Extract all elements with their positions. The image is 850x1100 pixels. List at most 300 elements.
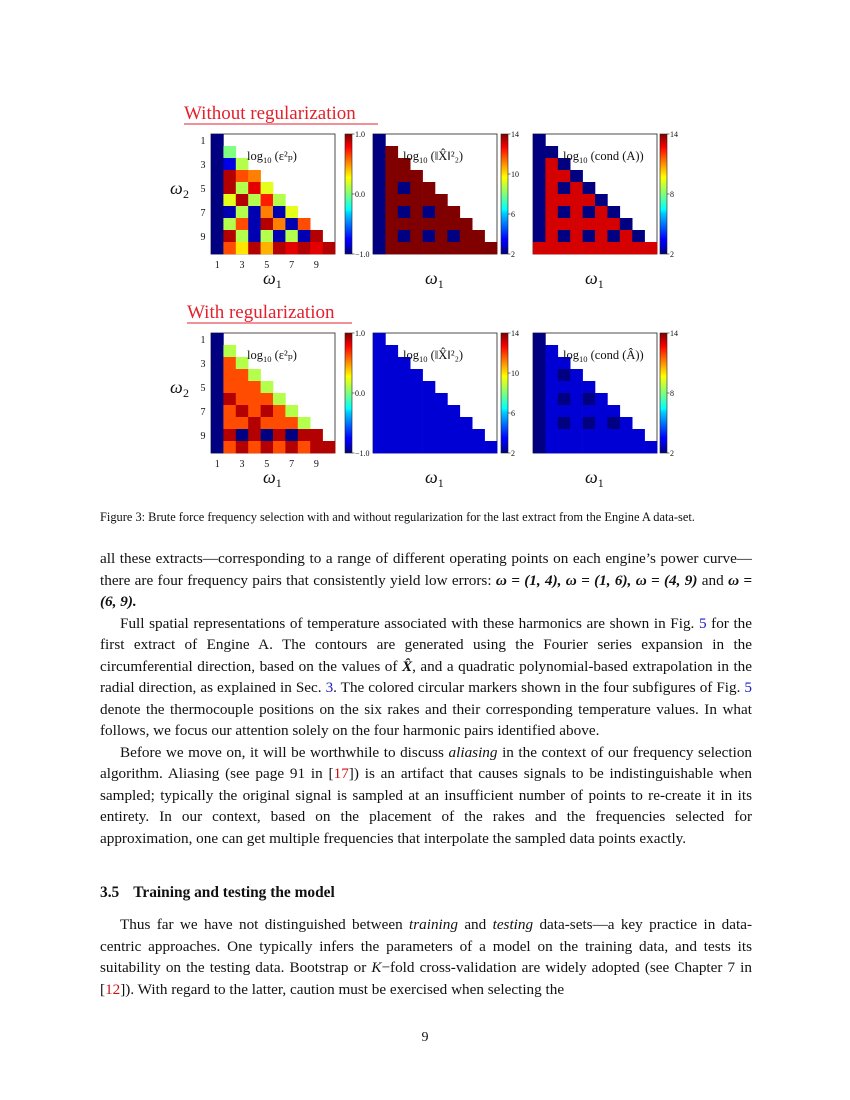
colorbar bbox=[501, 134, 508, 254]
heatmap-cell bbox=[261, 230, 274, 242]
heatmap-cell bbox=[435, 429, 448, 441]
heatmap-cell bbox=[248, 170, 261, 182]
colorbar-tick-label: 1.0 bbox=[355, 130, 365, 139]
heatmap-cell bbox=[261, 242, 274, 254]
heatmap-cell bbox=[558, 441, 571, 453]
heatmap-cell bbox=[545, 170, 558, 182]
heatmap-cell bbox=[211, 441, 224, 453]
heatmap-cell bbox=[410, 441, 423, 453]
heatmap-cell bbox=[236, 170, 249, 182]
heatmap-cell bbox=[223, 417, 236, 429]
colorbar-tick-label: 6 bbox=[511, 409, 515, 418]
heatmap-cell bbox=[248, 230, 261, 242]
heatmap-cell bbox=[398, 417, 411, 429]
heatmap-cell bbox=[285, 218, 298, 230]
heatmap-cell bbox=[236, 405, 249, 417]
section-heading: 3.5 Training and testing the model bbox=[100, 884, 335, 901]
heatmap-cell bbox=[472, 230, 485, 242]
heatmap-cell bbox=[595, 218, 608, 230]
heatmap-cell bbox=[310, 230, 323, 242]
heatmap-cell bbox=[223, 441, 236, 453]
heatmap-cell bbox=[447, 206, 460, 218]
heatmap-cell bbox=[373, 134, 386, 146]
heatmap-cell bbox=[211, 218, 224, 230]
heatmap-cell bbox=[583, 405, 596, 417]
heatmap-cell bbox=[298, 429, 311, 441]
citation-17-link[interactable]: 17 bbox=[333, 765, 349, 782]
panel-label-2-2: $\log_{10}$ (‖X̂‖²₂) bbox=[403, 348, 464, 364]
heatmap-cell bbox=[211, 242, 224, 254]
heatmap-cell bbox=[223, 369, 236, 381]
colorbar-tick-label: 2 bbox=[670, 449, 674, 458]
heatmap-cell bbox=[595, 194, 608, 206]
heatmap-cell bbox=[373, 345, 386, 357]
heatmap-cell bbox=[607, 230, 620, 242]
heatmap-cell bbox=[533, 441, 546, 453]
heatmap-cell bbox=[423, 218, 436, 230]
heatmap-cell bbox=[285, 441, 298, 453]
heatmap-cell bbox=[223, 182, 236, 194]
heatmap-cell bbox=[410, 381, 423, 393]
colorbar-tick-label: 8 bbox=[670, 190, 674, 199]
heatmap-cell bbox=[423, 242, 436, 254]
heatmap-cell bbox=[223, 170, 236, 182]
y-tick-label: 3 bbox=[200, 160, 206, 171]
heatmap-cell bbox=[583, 381, 596, 393]
heatmap-cell bbox=[211, 182, 224, 194]
heatmap-cell bbox=[533, 230, 546, 242]
heatmap-cell bbox=[398, 441, 411, 453]
colorbar-tick-label: 1.0 bbox=[355, 329, 365, 338]
heatmap-cell bbox=[261, 182, 274, 194]
heatmap-cell bbox=[236, 194, 249, 206]
heatmap-cell bbox=[261, 405, 274, 417]
heatmap-cell bbox=[223, 405, 236, 417]
heatmap-cell bbox=[595, 429, 608, 441]
x-tick-label: 5 bbox=[264, 459, 270, 470]
heatmap-cell bbox=[385, 230, 398, 242]
heatmap-cell bbox=[545, 146, 558, 158]
heatmap-cell bbox=[323, 242, 336, 254]
heatmap-cell bbox=[460, 230, 473, 242]
heatmap-cell bbox=[385, 170, 398, 182]
heatmap-cell bbox=[632, 230, 645, 242]
heatmap-cell bbox=[373, 333, 386, 345]
heatmap-cell bbox=[211, 333, 224, 345]
heatmap-cell bbox=[236, 242, 249, 254]
heatmap-cell bbox=[298, 441, 311, 453]
y-axis-label-1: ω bbox=[170, 178, 183, 198]
heatmap-cell bbox=[533, 417, 546, 429]
heatmap-cell bbox=[223, 345, 236, 357]
heatmap-cell bbox=[533, 369, 546, 381]
heatmap-cell bbox=[558, 429, 571, 441]
heatmap-cell bbox=[435, 218, 448, 230]
heatmap-cell bbox=[545, 182, 558, 194]
paragraph-1: all these extracts—corresponding to a range of different operating points on each engine’s power curve—there are four frequency pairs that consistently yield low errors: ω = (1, 4), ω = (1, 6), ω = (4, 9) and ω = (6, 9). bbox=[100, 550, 753, 610]
heatmap-cell bbox=[410, 417, 423, 429]
y-tick-label: 9 bbox=[200, 232, 206, 243]
heatmap-cell bbox=[545, 242, 558, 254]
heatmap-cell bbox=[211, 417, 224, 429]
heatmap-cell bbox=[385, 182, 398, 194]
heatmap-cell bbox=[385, 441, 398, 453]
panel-label-1-2: $\log_{10}$ (‖X̂‖²₂) bbox=[403, 149, 464, 165]
panel-label-1-3: $\log_{10}$ (cond (A)) bbox=[563, 149, 644, 165]
heatmap-cell bbox=[583, 182, 596, 194]
heatmap-cell bbox=[583, 206, 596, 218]
paragraph-3: Before we move on, it will be worthwhile to discuss aliasing in the context of our frequency selection algorithm. Aliasing (see page 91 in [17]) is an artifact that causes signals to be indistinguishable when sampled; typically the original signal is sampled at an insufficient number of points to re-create it in its entirety. In our context, based on the placement of the rakes and the frequencies selected for approximation, one can get multiple frequencies that interpolate the sampled data points exactly. bbox=[100, 743, 753, 847]
heatmap-cell bbox=[570, 369, 583, 381]
colorbar-tick-label: 8 bbox=[670, 389, 674, 398]
heatmap-cell bbox=[236, 218, 249, 230]
heatmap-cell bbox=[583, 417, 596, 429]
heatmap-cell bbox=[545, 345, 558, 357]
heatmap-cell bbox=[373, 441, 386, 453]
colorbar-tick-label: 14 bbox=[670, 329, 678, 338]
heatmap-cell bbox=[310, 429, 323, 441]
heatmap-cell bbox=[398, 194, 411, 206]
heatmap-cell bbox=[583, 194, 596, 206]
heatmap-cell bbox=[435, 405, 448, 417]
heatmap-cell bbox=[620, 218, 633, 230]
y-tick-label: 9 bbox=[200, 431, 206, 442]
heatmap-panel-1-1 bbox=[201, 130, 370, 291]
x-tick-label: 3 bbox=[239, 459, 245, 470]
heatmap-cell bbox=[435, 441, 448, 453]
heatmap-cell bbox=[373, 393, 386, 405]
heatmap-cell bbox=[570, 218, 583, 230]
heatmap-cell bbox=[410, 194, 423, 206]
heatmap-cell bbox=[398, 182, 411, 194]
heatmap-cell bbox=[273, 242, 286, 254]
heatmap-cell bbox=[435, 242, 448, 254]
heatmap-cell bbox=[460, 429, 473, 441]
heatmap-cell bbox=[398, 230, 411, 242]
heatmap-cell bbox=[223, 194, 236, 206]
panel-label-2-3: $\log_{10}$ (cond (Â)) bbox=[563, 348, 644, 364]
heatmap-cell bbox=[533, 333, 546, 345]
heatmap-cell bbox=[398, 405, 411, 417]
heatmap-cell bbox=[285, 405, 298, 417]
heatmap-cell bbox=[248, 441, 261, 453]
heatmap-cell bbox=[447, 417, 460, 429]
heatmap-cell bbox=[583, 218, 596, 230]
heatmap-cell bbox=[472, 429, 485, 441]
x-axis-label: $\omega_1$ bbox=[425, 467, 444, 490]
heatmap-panel-1-2 bbox=[373, 130, 519, 291]
heatmap-cell bbox=[285, 429, 298, 441]
heatmap-cell bbox=[423, 230, 436, 242]
body-text-block-2 bbox=[100, 914, 752, 1000]
heatmap-cell bbox=[273, 429, 286, 441]
heatmap-cell bbox=[410, 206, 423, 218]
heatmap-cell bbox=[583, 242, 596, 254]
heatmap-cell bbox=[558, 369, 571, 381]
heatmap-cell bbox=[570, 381, 583, 393]
heatmap-cell bbox=[261, 429, 274, 441]
heatmap-cell bbox=[533, 218, 546, 230]
heatmap-cell bbox=[435, 417, 448, 429]
heatmap-cell bbox=[410, 218, 423, 230]
heatmap-cell bbox=[261, 218, 274, 230]
heatmap-cell bbox=[373, 158, 386, 170]
heatmap-cell bbox=[472, 242, 485, 254]
heatmap-cell bbox=[410, 393, 423, 405]
heatmap-cell bbox=[273, 206, 286, 218]
y-tick-label: 1 bbox=[200, 136, 206, 147]
pair-2: ω = (1, 6), bbox=[565, 571, 632, 589]
heatmap-cell bbox=[398, 242, 411, 254]
heatmap-panel-2-3 bbox=[533, 329, 678, 490]
heatmap-cell bbox=[570, 429, 583, 441]
heatmap-cell bbox=[545, 206, 558, 218]
heatmap-cell bbox=[248, 381, 261, 393]
fig-ref-link[interactable]: 5 bbox=[698, 614, 707, 632]
heatmap-cell bbox=[373, 146, 386, 158]
fig-ref-link-2[interactable]: 5 bbox=[744, 679, 752, 696]
heatmap-cell bbox=[385, 242, 398, 254]
heatmap-cell bbox=[211, 158, 224, 170]
heatmap-cell bbox=[570, 230, 583, 242]
colorbar-tick-label: 2 bbox=[670, 250, 674, 259]
y-tick-label: 3 bbox=[200, 359, 206, 370]
heatmap-cell bbox=[595, 441, 608, 453]
heatmap-cell bbox=[435, 206, 448, 218]
heatmap-cell bbox=[410, 369, 423, 381]
heatmap-cell bbox=[545, 158, 558, 170]
heatmap-cell bbox=[423, 429, 436, 441]
heatmap-cell bbox=[533, 242, 546, 254]
y-tick-label: 7 bbox=[200, 407, 206, 418]
heatmap-cell bbox=[211, 170, 224, 182]
heatmap-cell bbox=[373, 405, 386, 417]
heatmap-cell bbox=[298, 230, 311, 242]
heatmap-cell bbox=[248, 194, 261, 206]
y-axis-label-sub-2: 2 bbox=[183, 386, 189, 400]
heatmap-cell bbox=[595, 230, 608, 242]
heatmap-cell bbox=[310, 441, 323, 453]
heatmap-cell bbox=[385, 158, 398, 170]
heatmap-cell bbox=[435, 393, 448, 405]
heatmap-cell bbox=[533, 206, 546, 218]
heatmap-cell bbox=[261, 206, 274, 218]
heatmap-cell bbox=[385, 429, 398, 441]
heatmap-cell bbox=[423, 194, 436, 206]
heatmap-cell bbox=[558, 182, 571, 194]
heatmap-cell bbox=[223, 230, 236, 242]
heatmap-cell bbox=[533, 158, 546, 170]
heatmap-cell bbox=[583, 230, 596, 242]
heatmap-cell bbox=[323, 441, 336, 453]
heatmap-cell bbox=[558, 417, 571, 429]
heatmap-cell bbox=[583, 441, 596, 453]
colorbar bbox=[345, 134, 352, 254]
heatmap-cell bbox=[285, 230, 298, 242]
heatmap-cell bbox=[248, 182, 261, 194]
heatmap-cell bbox=[447, 429, 460, 441]
heatmap-cell bbox=[583, 429, 596, 441]
heatmap-cell bbox=[447, 242, 460, 254]
heatmap-cell bbox=[545, 441, 558, 453]
heatmap-cell bbox=[558, 170, 571, 182]
colorbar-tick-label: 10 bbox=[511, 170, 519, 179]
heatmap-cell bbox=[273, 194, 286, 206]
heatmap-cell bbox=[273, 417, 286, 429]
paragraph-2: Full spatial representations of temperature associated with these harmonics are shown in Fig. 5 for the first extract of Engine A. The contours are generated using the Fourier series expansion in the circumferential direction, based on the values of X̂, and a quadratic polynomial-based extrapolation in the radial direction, as explained in Sec. 3. The colored circular markers shown in the four subfigures of Fig. 5 denote the thermocouple positions on the six rakes and their corresponding temperature values. In what follows, we focus our attention solely on the four harmonic pairs identified above. bbox=[100, 614, 753, 739]
heatmap-cell bbox=[385, 345, 398, 357]
heatmap-cell bbox=[236, 206, 249, 218]
heatmap-cell bbox=[298, 218, 311, 230]
heatmap-cell bbox=[211, 393, 224, 405]
heatmap-cell bbox=[620, 441, 633, 453]
heatmap-cell bbox=[223, 357, 236, 369]
body-text-block-1 bbox=[100, 548, 752, 849]
heatmap-cell bbox=[558, 194, 571, 206]
heatmap-cell bbox=[558, 242, 571, 254]
colorbar-tick-label: −1.0 bbox=[355, 250, 370, 259]
heatmap-cell bbox=[211, 345, 224, 357]
heatmap-cell bbox=[558, 230, 571, 242]
heatmap-cell bbox=[236, 369, 249, 381]
heatmap-cell bbox=[485, 242, 498, 254]
heatmap-cell bbox=[570, 206, 583, 218]
heatmap-cell bbox=[223, 381, 236, 393]
heatmap-cell bbox=[373, 417, 386, 429]
panel-label-2-1: $\log_{10} (\varepsilon^2_p)$ bbox=[247, 348, 297, 364]
heatmap-cell bbox=[558, 381, 571, 393]
heatmap-cell bbox=[583, 393, 596, 405]
colorbar-tick-label: 0.0 bbox=[355, 389, 365, 398]
x-axis-label: $\omega_1$ bbox=[263, 467, 282, 490]
heatmap-cell bbox=[447, 441, 460, 453]
heatmap-cell bbox=[211, 381, 224, 393]
heatmap-cell bbox=[285, 417, 298, 429]
heatmap-cell bbox=[248, 206, 261, 218]
heatmap-cell bbox=[595, 393, 608, 405]
heatmap-cell bbox=[236, 393, 249, 405]
x-tick-label: 1 bbox=[214, 459, 220, 470]
heatmap-cell bbox=[398, 381, 411, 393]
heatmap-cell bbox=[261, 441, 274, 453]
heatmap-cell bbox=[435, 230, 448, 242]
panel-label-1-1: $\log_{10} (\varepsilon^2_p)$ bbox=[247, 149, 297, 165]
heatmap-cell bbox=[533, 357, 546, 369]
heatmap-cell bbox=[236, 230, 249, 242]
heatmap-cell bbox=[410, 170, 423, 182]
heatmap-cell bbox=[607, 242, 620, 254]
heatmap-cell bbox=[373, 230, 386, 242]
heatmap-cell bbox=[447, 230, 460, 242]
heatmap-cell bbox=[620, 429, 633, 441]
y-axis-label-sub-1: 2 bbox=[183, 187, 189, 201]
heatmap-cell bbox=[558, 393, 571, 405]
heatmap-cell bbox=[398, 206, 411, 218]
heatmap-cell bbox=[607, 206, 620, 218]
heatmap-cell bbox=[273, 218, 286, 230]
heatmap-cell bbox=[398, 369, 411, 381]
heatmap-cell bbox=[398, 393, 411, 405]
heatmap-cell bbox=[236, 182, 249, 194]
heatmap-cell bbox=[223, 146, 236, 158]
y-axis-label-2: ω bbox=[170, 377, 183, 397]
heatmap-cell bbox=[261, 194, 274, 206]
heatmap-cell bbox=[373, 429, 386, 441]
heatmap-cell bbox=[570, 194, 583, 206]
colorbar-tick-label: 10 bbox=[511, 369, 519, 378]
heatmap-cell bbox=[620, 242, 633, 254]
colorbar-tick-label: 14 bbox=[511, 329, 519, 338]
heatmap-cell bbox=[423, 417, 436, 429]
heatmap-cell bbox=[570, 417, 583, 429]
heatmap-cell bbox=[447, 405, 460, 417]
heatmap-cell bbox=[533, 429, 546, 441]
heatmap-cell bbox=[261, 417, 274, 429]
heatmap-cell bbox=[570, 441, 583, 453]
heatmap-cell bbox=[410, 230, 423, 242]
heatmap-cell bbox=[595, 206, 608, 218]
heatmap-cell bbox=[385, 369, 398, 381]
heatmap-cell bbox=[620, 417, 633, 429]
panel-group-title-2: With regularization bbox=[187, 302, 335, 323]
heatmap-cell bbox=[410, 429, 423, 441]
heatmap-cell bbox=[472, 441, 485, 453]
heatmap-cell bbox=[545, 230, 558, 242]
x-axis-label: $\omega_1$ bbox=[585, 268, 604, 291]
heatmap-cell bbox=[460, 218, 473, 230]
heatmap-cell bbox=[385, 405, 398, 417]
heatmap-cell bbox=[398, 170, 411, 182]
x-tick-label: 9 bbox=[313, 260, 319, 271]
heatmap-cell bbox=[533, 405, 546, 417]
heatmap-cell bbox=[595, 417, 608, 429]
heatmap-cell bbox=[373, 194, 386, 206]
heatmap-cell bbox=[423, 182, 436, 194]
heatmap-cell bbox=[410, 405, 423, 417]
heatmap-cell bbox=[570, 182, 583, 194]
heatmap-cell bbox=[373, 357, 386, 369]
heatmap-cell bbox=[373, 218, 386, 230]
heatmap-cell bbox=[211, 146, 224, 158]
heatmap-cell bbox=[533, 194, 546, 206]
heatmap-cell bbox=[460, 242, 473, 254]
heatmap-cell bbox=[211, 357, 224, 369]
colorbar bbox=[660, 134, 667, 254]
heatmap-cell bbox=[533, 345, 546, 357]
colorbar-tick-label: 6 bbox=[511, 210, 515, 219]
heatmap-cell bbox=[373, 206, 386, 218]
heatmap-cell bbox=[545, 393, 558, 405]
sec-ref-link[interactable]: 3 bbox=[325, 679, 334, 696]
x-tick-label: 3 bbox=[239, 260, 245, 271]
colorbar-tick-label: 0.0 bbox=[355, 190, 365, 199]
heatmap-cell bbox=[385, 218, 398, 230]
heatmap-panel-2-2 bbox=[373, 329, 519, 490]
heatmap-cell bbox=[211, 429, 224, 441]
heatmap-cell bbox=[423, 393, 436, 405]
citation-12-link[interactable]: 12 bbox=[105, 980, 121, 998]
page-number: 9 bbox=[421, 1030, 429, 1045]
heatmap-cell bbox=[211, 134, 224, 146]
heatmap-cell bbox=[545, 429, 558, 441]
heatmap-cell bbox=[545, 218, 558, 230]
heatmap-cell bbox=[298, 417, 311, 429]
heatmap-cell bbox=[223, 393, 236, 405]
heatmap-cell bbox=[223, 158, 236, 170]
heatmap-cell bbox=[385, 194, 398, 206]
heatmap-cell bbox=[410, 182, 423, 194]
heatmap-cell bbox=[223, 218, 236, 230]
